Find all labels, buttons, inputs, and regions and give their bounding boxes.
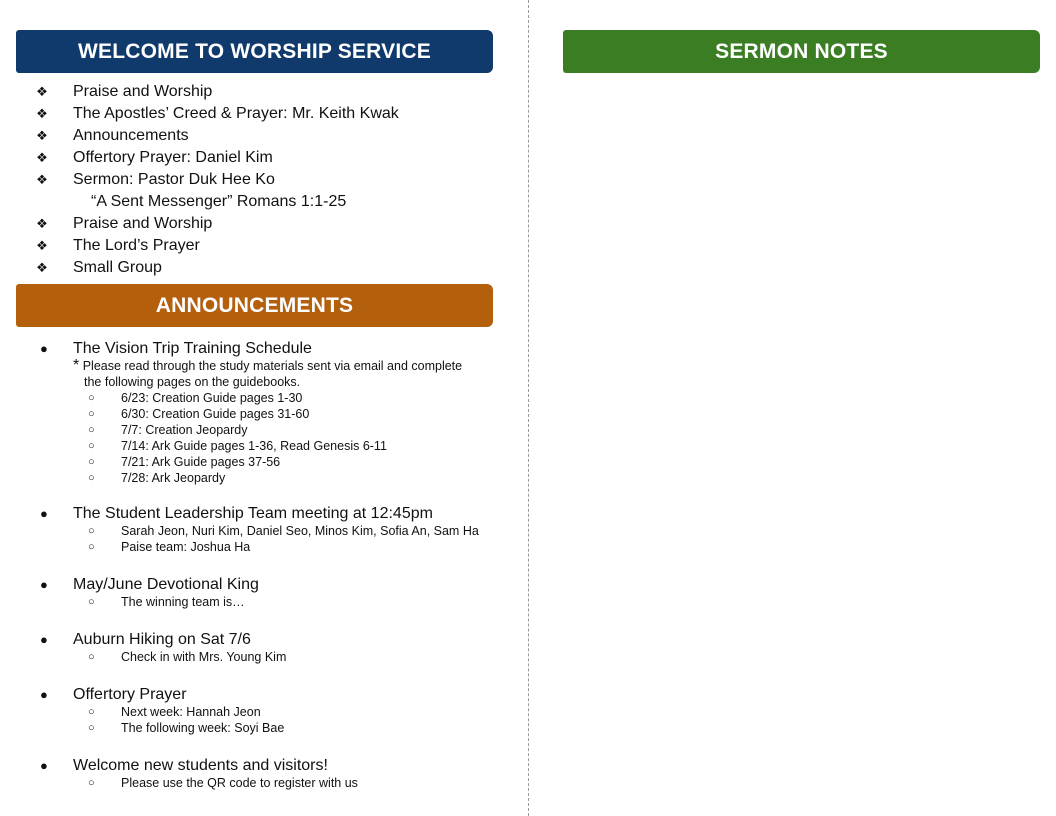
announcement-title: The Vision Trip Training Schedule (73, 340, 312, 357)
announcement-note: * Please read through the study materials sent via email and complete (73, 357, 463, 374)
diamond-bullet-icon: ❖ (36, 216, 48, 231)
circle-bullet-icon: ○ (88, 408, 95, 420)
circle-bullet-icon: ○ (88, 392, 95, 404)
circle-bullet-icon: ○ (88, 525, 95, 537)
diamond-bullet-icon: ❖ (36, 150, 48, 165)
order-item: ❖ Praise and Worship (34, 213, 514, 235)
announcement-note: the following pages on the guidebooks. (84, 375, 301, 389)
diamond-bullet-icon: ❖ (36, 172, 48, 187)
sub-item: ○ 7/14: Ark Guide pages 1-36, Read Genesis 6-11 (88, 439, 387, 453)
welcome-banner (16, 30, 493, 73)
announcement-item (34, 339, 514, 486)
welcome-title: WELCOME TO WORSHIP SERVICE (78, 39, 431, 63)
sub-item: ○ The winning team is… (88, 595, 245, 609)
sub-item: ○ 7/7: Creation Jeopardy (88, 423, 248, 437)
sub-item: ○ 7/21: Ark Guide pages 37-56 (88, 455, 281, 469)
sub-item: ○ 7/28: Ark Jeopardy (88, 471, 226, 485)
circle-bullet-icon: ○ (88, 777, 95, 789)
order-item: ❖ Small Group (34, 257, 514, 279)
announcements-list (34, 339, 514, 791)
announcement-title: Auburn Hiking on Sat 7/6 (73, 631, 251, 648)
sermon-notes-title: SERMON NOTES (715, 39, 888, 63)
circle-bullet-icon: ○ (88, 456, 95, 468)
diamond-bullet-icon: ❖ (36, 84, 48, 99)
sub-item: ○ 6/30: Creation Guide pages 31-60 (88, 407, 310, 421)
circle-bullet-icon: ○ (88, 541, 95, 553)
announcement-title: The Student Leadership Team meeting at 12:45pm (73, 505, 433, 522)
diamond-bullet-icon: ❖ (36, 128, 48, 143)
announcements-banner (16, 284, 493, 327)
order-item: ❖ Offertory Prayer: Daniel Kim (34, 147, 514, 169)
order-item: ❖ The Lord’s Prayer (34, 235, 514, 257)
dot-bullet-icon: ● (40, 632, 48, 647)
announcement-item (34, 756, 514, 791)
announcement-item (34, 504, 514, 555)
dot-bullet-icon: ● (40, 758, 48, 773)
dot-bullet-icon: ● (40, 687, 48, 702)
order-of-service (34, 81, 514, 279)
dot-bullet-icon: ● (40, 341, 48, 356)
circle-bullet-icon: ○ (88, 440, 95, 452)
sub-item: ○ Sarah Jeon, Nuri Kim, Daniel Seo, Minos Kim, Sofia An, Sam Ha (88, 524, 479, 538)
sub-item: ○ Paise team: Joshua Ha (88, 540, 251, 554)
order-item: ❖ Announcements (34, 125, 514, 147)
sub-item: ○ Check in with Mrs. Young Kim (88, 650, 287, 664)
dot-bullet-icon: ● (40, 506, 48, 521)
circle-bullet-icon: ○ (88, 596, 95, 608)
sub-item: ○ The following week: Soyi Bae (88, 721, 285, 735)
announcements-title: ANNOUNCEMENTS (155, 293, 354, 317)
sermon-notes-banner (563, 30, 1040, 73)
announcement-title: Welcome new students and visitors! (73, 757, 328, 774)
circle-bullet-icon: ○ (88, 424, 95, 436)
circle-bullet-icon: ○ (88, 472, 95, 484)
sub-item: ○ 6/23: Creation Guide pages 1-30 (88, 391, 303, 405)
order-item: ❖ Praise and Worship (34, 81, 514, 103)
announcement-item (34, 685, 514, 736)
circle-bullet-icon: ○ (88, 651, 95, 663)
announcement-item (34, 630, 514, 665)
circle-bullet-icon: ○ (88, 706, 95, 718)
diamond-bullet-icon: ❖ (36, 106, 48, 121)
order-item: ❖ Sermon: Pastor Duk Hee Ko (34, 169, 514, 191)
announcement-title: May/June Devotional King (73, 576, 259, 593)
sub-item: ○ Next week: Hannah Jeon (88, 705, 261, 719)
announcement-item (34, 575, 514, 610)
sub-item: ○ Please use the QR code to register with us (88, 776, 358, 790)
diamond-bullet-icon: ❖ (36, 238, 48, 253)
fold-divider (528, 0, 529, 816)
sermon-title-line: “A Sent Messenger” Romans 1:1-25 (91, 193, 347, 210)
diamond-bullet-icon: ❖ (36, 260, 48, 275)
order-item: ❖ The Apostles’ Creed & Prayer: Mr. Keith Kwak (34, 103, 514, 125)
circle-bullet-icon: ○ (88, 722, 95, 734)
dot-bullet-icon: ● (40, 577, 48, 592)
announcement-title: Offertory Prayer (73, 686, 187, 703)
